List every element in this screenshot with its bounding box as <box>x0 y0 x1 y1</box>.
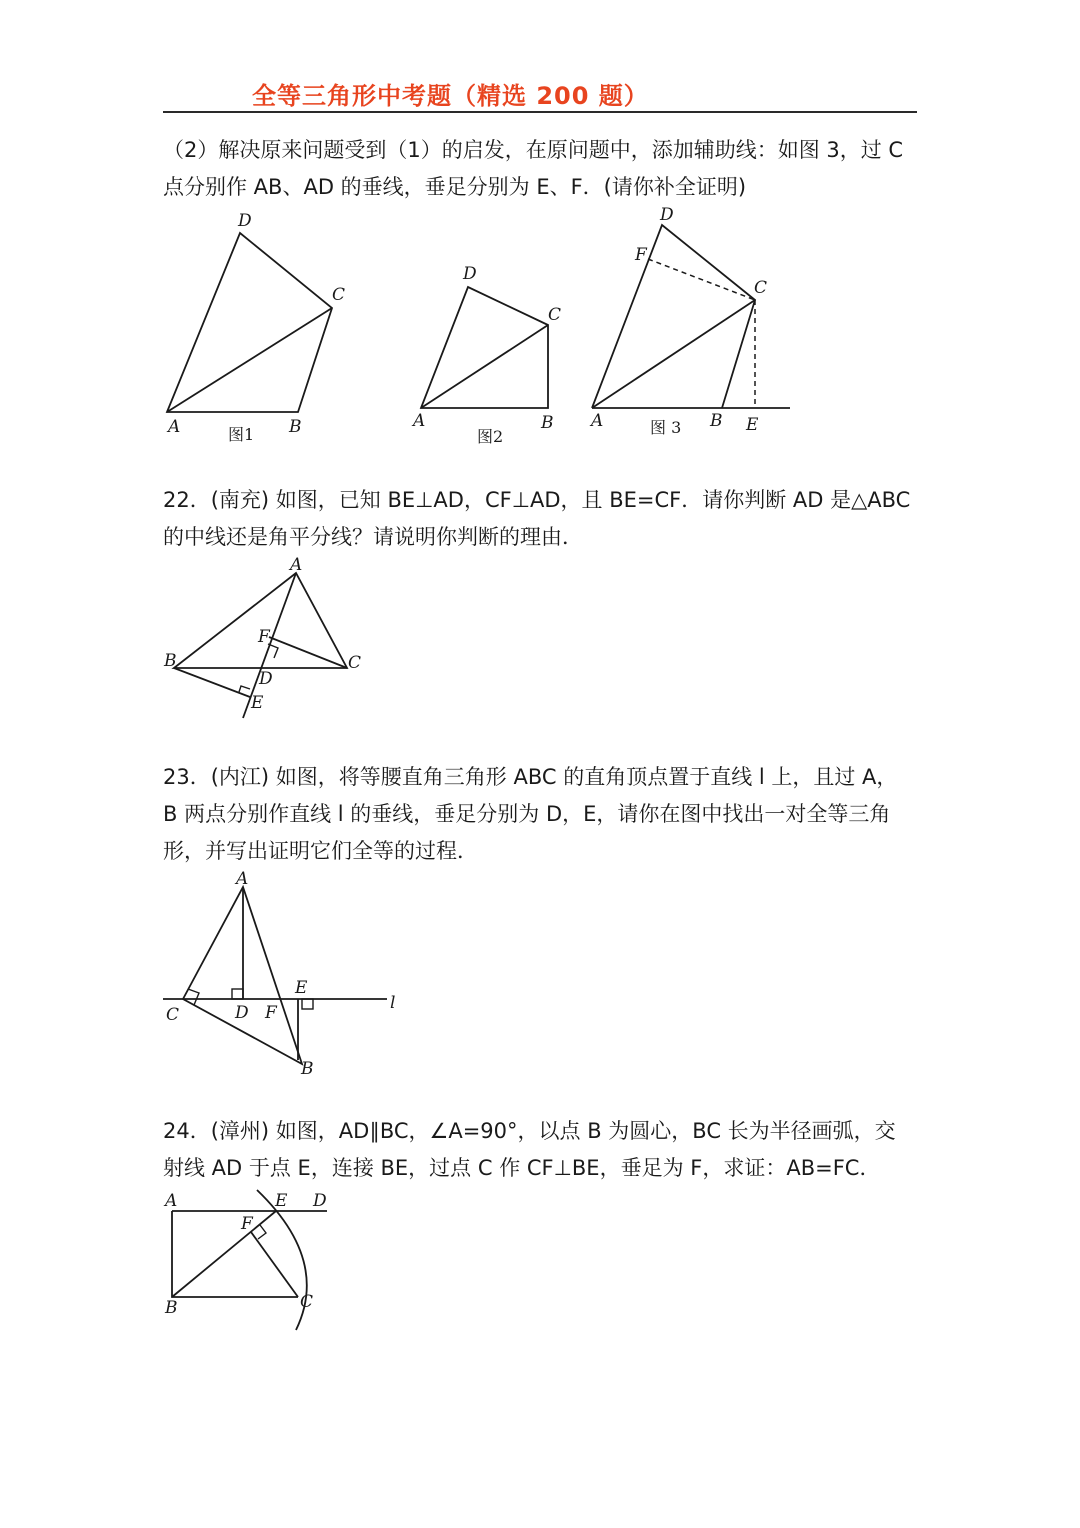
fig2-label-c: C <box>548 305 562 325</box>
document-title: 全等三角形中考题（精选 200 题） <box>252 82 649 110</box>
fig3-label-d: D <box>660 205 674 225</box>
fig1-label-a: A <box>168 417 181 437</box>
q22-label-a: A <box>290 555 303 575</box>
q22-label-f: F <box>258 627 270 647</box>
q24-label-d: D <box>313 1191 327 1211</box>
q23-label-f: F <box>265 1003 277 1023</box>
q24-label-b: B <box>165 1298 178 1318</box>
fig1-label-b: B <box>289 417 302 437</box>
fig3-label-c: C <box>754 278 768 298</box>
fig3-caption: 图 3 <box>650 418 682 437</box>
q23-line-3: 形，并写出证明它们全等的过程． <box>163 839 478 863</box>
q22-label-b: B <box>164 651 177 671</box>
fig2-label-d: D <box>463 264 477 284</box>
fig2-label-a: A <box>413 411 426 431</box>
fig3-label-b: B <box>710 411 723 431</box>
fig3-label-f: F <box>635 245 647 265</box>
q24-label-e: E <box>275 1191 288 1211</box>
q24-label-c: C <box>300 1292 314 1312</box>
fig2-label-b: B <box>541 413 554 433</box>
q22-line-1: 22．(南充) 如图，已知 BE⊥AD，CF⊥AD，且 BE=CF．请你判断 AD 是△ABC <box>163 488 911 512</box>
fig1-label-d: D <box>238 211 252 231</box>
q23-label-d: D <box>235 1003 249 1023</box>
q23-label-l: l <box>390 993 396 1013</box>
fig3-label-a: A <box>591 411 604 431</box>
q21-figure-1 <box>166 211 345 444</box>
q22-line-2: 的中线还是角平分线？请说明你判断的理由． <box>163 525 583 549</box>
q23-label-b: B <box>301 1059 314 1079</box>
q22-text <box>163 482 923 556</box>
q24-label-a: A <box>165 1191 178 1211</box>
q24-figure <box>163 1190 327 1330</box>
q24-label-f: F <box>241 1214 253 1234</box>
fig3-label-e: E <box>746 415 759 435</box>
q23-label-a: A <box>236 869 249 889</box>
q23-line-2: B 两点分别作直线 l 的垂线，垂足分别为 D，E，请你在图中找出一对全等三角 <box>163 802 891 826</box>
q22-label-c: C <box>348 653 362 673</box>
fig2-caption: 图2 <box>477 427 504 446</box>
q23-label-e: E <box>295 978 308 998</box>
q21-figure-3 <box>589 205 790 437</box>
q21-line-2: 点分别作 AB、AD 的垂线，垂足分别为 E、F．(请你补全证明) <box>163 175 747 199</box>
q23-text <box>163 759 923 870</box>
q22-label-d: D <box>259 669 273 689</box>
q22-label-e: E <box>251 693 264 713</box>
q21-figure-2 <box>411 264 561 446</box>
q24-text <box>163 1113 923 1187</box>
q21-line-1: （2）解决原来问题受到（1）的启发，在原问题中，添加辅助线：如图 3，过 C <box>163 138 904 162</box>
q23-line-1: 23．(内江) 如图，将等腰直角三角形 ABC 的直角顶点置于直线 l 上，且过 A， <box>163 765 898 789</box>
q24-line-2: 射线 AD 于点 E，连接 BE，过点 C 作 CF⊥BE，垂足为 F，求证：AB=FC． <box>163 1156 881 1180</box>
fig1-caption: 图1 <box>228 425 255 444</box>
q22-figure <box>163 555 361 718</box>
q23-label-c: C <box>166 1005 180 1025</box>
fig1-label-c: C <box>332 285 346 305</box>
q24-line-1: 24．(漳州) 如图，AD∥BC，∠A=90°，以点 B 为圆心，BC 长为半径画弧，交 <box>163 1119 896 1143</box>
q23-figure <box>163 869 395 1079</box>
